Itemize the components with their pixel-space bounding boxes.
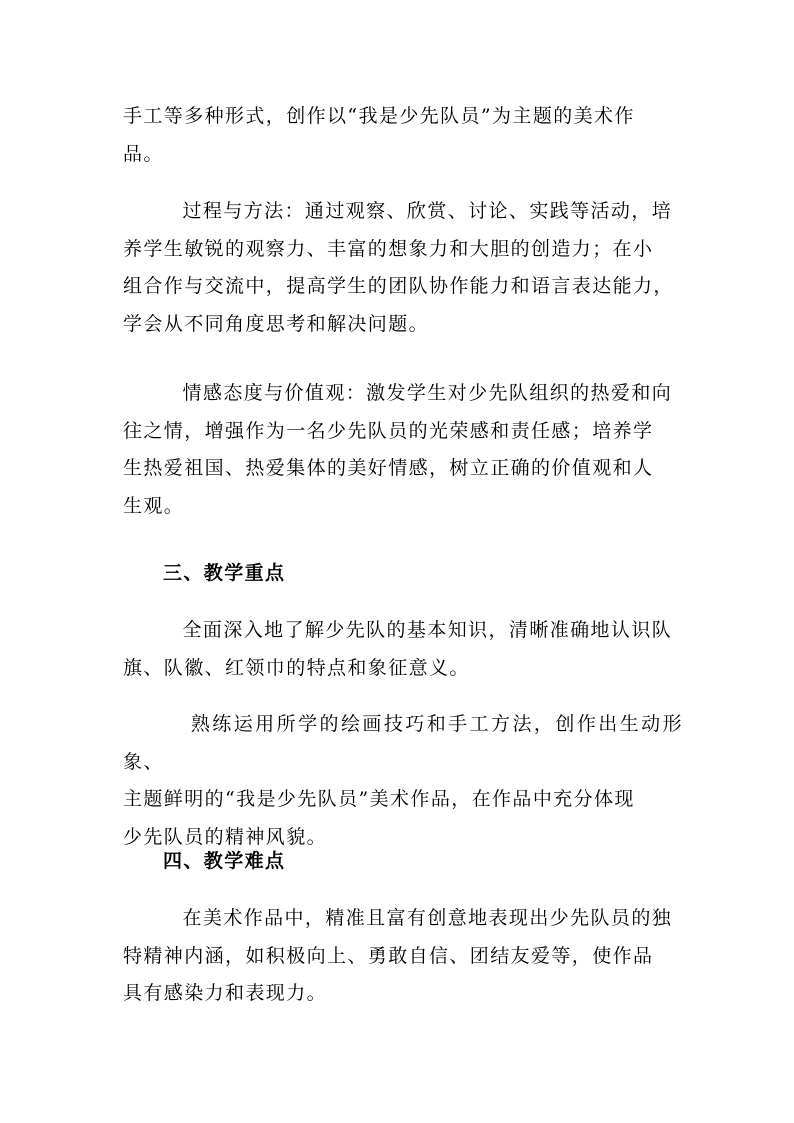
heading-teaching-difficulty: 四、教学难点	[163, 850, 286, 872]
paragraph-process-and-method: 过程与方法：通过观察、欣赏、讨论、实践等活动，培 养学生敏锐的观察力、丰富的想象力和大胆的创造力；在小 组合作与交流中，提高学生的团队协作能力和语言表达能力， 学会从不同角度思考和解决问题。	[123, 200, 674, 335]
paragraph-emotion-attitude-values: 情感态度与价值观：激发学生对少先队组织的热爱和向 往之情，增强作为一名少先队员的光荣感和责任感；培养学 生热爱祖国、热爱集体的美好情感，树立正确的价值观和人 生观。	[123, 382, 673, 517]
paragraph-teaching-difficulty: 在美术作品中，精准且富有创意地表现出少先队员的独 特精神内涵，如积极向上、勇敢自信、团结友爱等，使作品 具有感染力和表现力。	[123, 907, 673, 1005]
heading-teaching-focus: 三、教学重点	[163, 562, 286, 584]
paragraph-creation-forms: 手工等多种形式，创作以“我是少先队员”为主题的美术作 品。	[123, 105, 635, 165]
paragraph-teaching-focus-skills: 熟练运用所学的绘画技巧和手工方法，创作出生动形象、 主题鲜明的“我是少先队员”美术作品，在作品中充分体现 少先队员的精神风貌。	[123, 713, 683, 848]
paragraph-teaching-focus-knowledge: 全面深入地了解少先队的基本知识，清晰准确地认识队 旗、队徽、红领巾的特点和象征意义。	[123, 619, 673, 679]
